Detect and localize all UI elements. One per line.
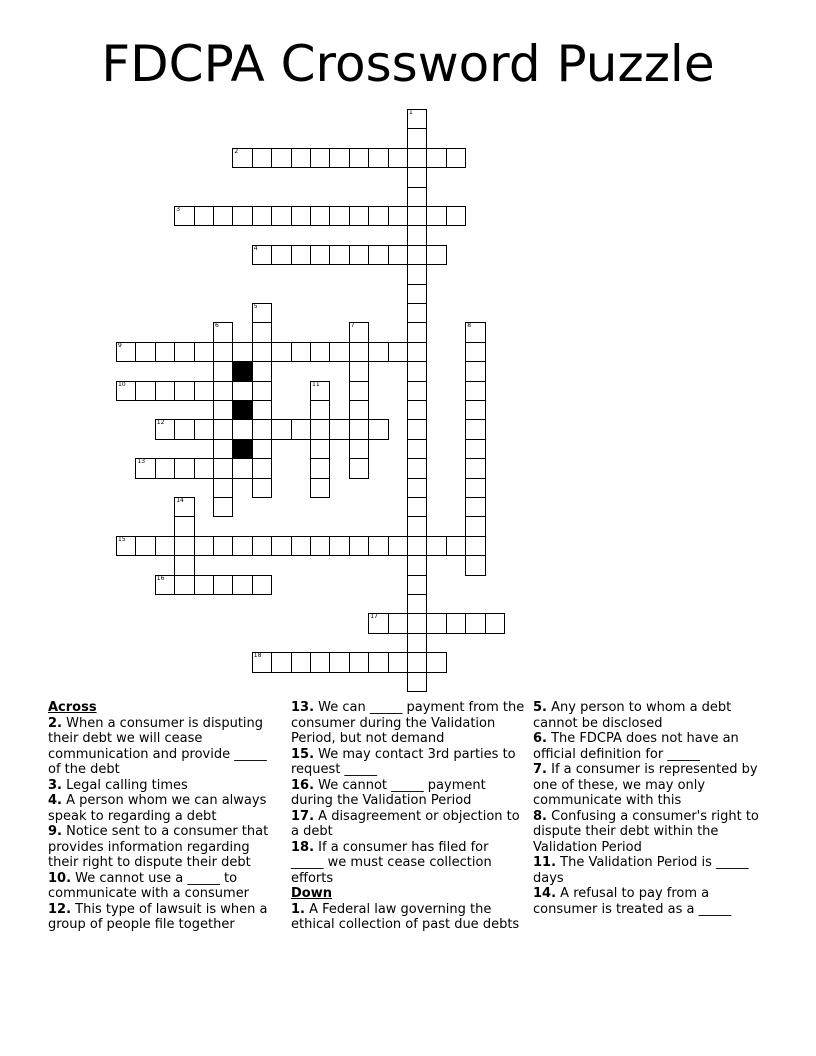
grid-cell[interactable] [174, 575, 194, 595]
clue-number-label: 2. [48, 715, 62, 731]
clue-text: If a consumer is represented by one of these, we may only communicate with this [533, 762, 758, 808]
grid-cell[interactable] [271, 419, 291, 439]
clue-text: Confusing a consumer's right to dispute their debt within the Validation Period [533, 808, 759, 855]
clue-text: The Validation Period is _____ days [533, 855, 749, 886]
grid-cell[interactable] [213, 419, 233, 439]
clue-number-label: 10. [48, 870, 72, 886]
clue-number: 7 [350, 322, 355, 330]
across-clue [291, 778, 525, 809]
down-header: Down [291, 886, 332, 901]
grid-cell[interactable] [407, 478, 427, 498]
grid-cell[interactable] [349, 439, 369, 459]
grid-cell[interactable] [465, 419, 485, 439]
grid-cell[interactable] [252, 458, 272, 478]
grid-cell[interactable] [155, 536, 175, 556]
grid-cell[interactable] [329, 419, 349, 439]
grid-cell[interactable] [213, 536, 233, 556]
grid-cell[interactable] [252, 419, 272, 439]
grid-cell[interactable] [349, 245, 369, 265]
grid-cell[interactable] [465, 361, 485, 381]
down-clue [533, 762, 773, 809]
grid-cell[interactable] [426, 148, 446, 168]
grid-cell[interactable] [368, 148, 388, 168]
grid-cell[interactable] [213, 381, 233, 401]
grid-cell[interactable] [407, 361, 427, 381]
grid-cell[interactable] [174, 458, 194, 478]
grid-cell[interactable] [349, 322, 369, 342]
grid-cell[interactable] [194, 206, 214, 226]
clue-number-label: 18. [291, 839, 315, 855]
clue-text: A person whom we can always speak to regarding a debt [48, 793, 267, 824]
grid-cell[interactable] [310, 206, 330, 226]
grid-cell[interactable] [407, 613, 427, 633]
down-clue-list-continued [533, 700, 773, 917]
grid-cell[interactable] [426, 245, 446, 265]
grid-cell[interactable] [213, 342, 233, 362]
clue-text: Notice sent to a consumer that provides information regarding their right to dispute their debt [48, 824, 269, 870]
grid-cell[interactable] [465, 613, 485, 633]
grid-cell[interactable] [388, 613, 408, 633]
grid-cell[interactable] [407, 381, 427, 401]
grid-cell[interactable] [465, 478, 485, 498]
clue-text: We may contact 3rd parties to request _____ [291, 746, 516, 777]
clue-number: 18 [253, 652, 262, 660]
grid-cell[interactable] [271, 342, 291, 362]
grid-cell[interactable] [329, 148, 349, 168]
across-clue [291, 809, 525, 840]
across-clue-list-continued [291, 700, 525, 886]
grid-cell[interactable] [232, 575, 252, 595]
grid-cell[interactable] [446, 613, 466, 633]
grid-cell[interactable] [252, 478, 272, 498]
grid-cell[interactable] [213, 497, 233, 517]
clues-column-1 [48, 700, 280, 933]
clue-text: Legal calling times [61, 777, 188, 793]
grid-cell[interactable] [252, 148, 272, 168]
grid-cell[interactable] [407, 594, 427, 614]
grid-cell[interactable] [349, 400, 369, 420]
grid-cell[interactable] [465, 516, 485, 536]
grid-cell[interactable] [252, 652, 272, 672]
clue-number: 6 [215, 322, 219, 330]
clue-number: 15 [118, 535, 126, 543]
clue-number-label: 13. [291, 700, 315, 715]
grid-cell[interactable] [174, 419, 194, 439]
grid-cell[interactable] [232, 342, 252, 362]
grid-cell[interactable] [426, 652, 446, 672]
grid-cell[interactable] [252, 303, 272, 323]
clue-number-label: 17. [291, 808, 315, 824]
grid-cell[interactable] [194, 575, 214, 595]
grid-cell[interactable] [271, 206, 291, 226]
clue-text: A refusal to pay from a consumer is treated as a _____ [533, 886, 732, 917]
grid-cell[interactable] [446, 536, 466, 556]
grid-cell[interactable] [310, 652, 330, 672]
grid-cell[interactable] [407, 167, 427, 187]
across-clue [48, 871, 280, 902]
grid-cell[interactable] [271, 148, 291, 168]
grid-cell[interactable] [174, 381, 194, 401]
clue-number-label: 7. [533, 762, 547, 777]
down-clue [291, 902, 525, 933]
across-clue [48, 793, 280, 824]
grid-cell[interactable] [252, 361, 272, 381]
clue-text: Any person to whom a debt cannot be disclosed [533, 700, 732, 731]
grid-cell[interactable] [155, 419, 175, 439]
clue-number: 13 [137, 458, 146, 466]
grid-cell[interactable] [291, 245, 311, 265]
grid-cell[interactable] [194, 342, 214, 362]
clue-number-label: 14. [533, 886, 557, 901]
clue-text: If a consumer has filed for _____ we must cease collection efforts [291, 839, 492, 886]
grid-cell[interactable] [407, 439, 427, 459]
grid-cell[interactable] [213, 439, 233, 459]
grid-cell[interactable] [407, 225, 427, 245]
grid-cell[interactable] [213, 575, 233, 595]
grid-cell[interactable] [407, 148, 427, 168]
grid-cell[interactable] [232, 206, 252, 226]
grid-cell[interactable] [252, 322, 272, 342]
grid-cell[interactable] [232, 458, 252, 478]
grid-cell[interactable] [329, 206, 349, 226]
grid-cell[interactable] [407, 458, 427, 478]
grid-cell[interactable] [485, 613, 505, 633]
down-clue [533, 700, 773, 731]
grid-cell[interactable] [155, 575, 175, 595]
clue-number-label: 9. [48, 824, 62, 839]
grid-cell[interactable] [407, 342, 427, 362]
grid-cell[interactable] [310, 342, 330, 362]
grid-cell[interactable] [291, 419, 311, 439]
clues-column-2 [291, 700, 525, 933]
across-clue [48, 716, 280, 778]
clue-text: The FDCPA does not have an official definition for _____ [533, 731, 739, 762]
grid-cell[interactable] [349, 342, 369, 362]
grid-cell[interactable] [271, 652, 291, 672]
grid-cell[interactable] [271, 245, 291, 265]
grid-cell[interactable] [310, 245, 330, 265]
grid-cell[interactable] [407, 633, 427, 653]
grid-cell[interactable] [388, 206, 408, 226]
across-clue [291, 700, 525, 747]
clue-number-label: 1. [291, 901, 305, 917]
grid-cell[interactable] [465, 458, 485, 478]
clue-number: 1 [409, 109, 413, 116]
grid-cell[interactable] [291, 206, 311, 226]
clue-number-label: 3. [48, 777, 62, 793]
clue-number-label: 6. [533, 731, 547, 746]
grid-cell[interactable] [291, 652, 311, 672]
grid-cell[interactable] [407, 187, 427, 207]
grid-cell[interactable] [174, 497, 194, 517]
grid-cell[interactable] [407, 536, 427, 556]
grid-cell[interactable] [446, 148, 466, 168]
grid-cell[interactable] [174, 342, 194, 362]
down-clue [533, 731, 773, 762]
grid-cell[interactable] [213, 361, 233, 381]
grid-cell[interactable] [116, 342, 136, 362]
grid-cell[interactable] [329, 342, 349, 362]
grid-cell[interactable] [465, 381, 485, 401]
grid-cell[interactable] [329, 536, 349, 556]
grid-cell[interactable] [465, 322, 485, 342]
grid-cell[interactable] [213, 322, 233, 342]
grid-cell[interactable] [407, 575, 427, 595]
grid-cell[interactable] [349, 536, 369, 556]
grid-cell[interactable] [155, 342, 175, 362]
grid-cell[interactable] [407, 419, 427, 439]
grid-cell[interactable] [252, 206, 272, 226]
grid-cell[interactable] [407, 652, 427, 672]
grid-cell[interactable] [349, 652, 369, 672]
grid-cell[interactable] [271, 536, 291, 556]
grid-cell[interactable] [407, 497, 427, 517]
grid-cell[interactable] [465, 497, 485, 517]
grid-cell[interactable] [368, 342, 388, 362]
grid-cell[interactable] [368, 245, 388, 265]
grid-cell[interactable] [135, 342, 155, 362]
grid-cell[interactable] [465, 555, 485, 575]
grid-cell[interactable] [446, 206, 466, 226]
clue-number-label: 5. [533, 700, 547, 715]
grid-cell[interactable] [407, 555, 427, 575]
grid-cell[interactable] [174, 206, 194, 226]
clue-text: This type of lawsuit is when a group of people file together [48, 901, 268, 932]
grid-cell[interactable] [232, 536, 252, 556]
grid-cell[interactable] [213, 206, 233, 226]
grid-cell[interactable] [368, 652, 388, 672]
clue-text: We cannot _____ payment during the Validation Period [291, 777, 486, 808]
grid-cell[interactable] [349, 361, 369, 381]
grid-cell[interactable] [407, 264, 427, 284]
grid-cell[interactable] [232, 419, 252, 439]
grid-cell[interactable] [174, 555, 194, 575]
clue-number: 9 [118, 341, 122, 349]
clue-number-label: 11. [533, 855, 557, 870]
grid-cell[interactable] [388, 148, 408, 168]
grid-cell[interactable] [213, 458, 233, 478]
grid-cell[interactable] [310, 439, 330, 459]
grid-cell[interactable] [349, 206, 369, 226]
across-clue [48, 824, 280, 871]
down-clue [533, 855, 773, 886]
grid-cell[interactable] [349, 419, 369, 439]
grid-cell[interactable] [232, 148, 252, 168]
grid-cell[interactable] [252, 381, 272, 401]
grid-cell[interactable] [155, 458, 175, 478]
grid-cell[interactable] [388, 536, 408, 556]
grid-cell[interactable] [194, 419, 214, 439]
grid-cell[interactable] [252, 439, 272, 459]
grid-cell[interactable] [252, 245, 272, 265]
grid-cell[interactable] [213, 400, 233, 420]
grid-cell[interactable] [252, 575, 272, 595]
across-clue [48, 902, 280, 933]
down-clue [533, 886, 773, 917]
grid-cell[interactable] [465, 536, 485, 556]
clue-number: 4 [253, 244, 258, 252]
across-clue [291, 840, 525, 887]
clues-column-3 [533, 700, 773, 917]
grid-cell[interactable] [368, 206, 388, 226]
grid-black-cell [232, 361, 252, 381]
grid-cell[interactable] [407, 284, 427, 304]
clue-number: 16 [156, 574, 165, 582]
grid-cell[interactable] [426, 613, 446, 633]
grid-cell[interactable] [174, 536, 194, 556]
down-clue-list [291, 902, 525, 933]
puzzle-title: FDCPA Crossword Puzzle [101, 35, 715, 93]
grid-cell[interactable] [252, 400, 272, 420]
grid-cell[interactable] [329, 245, 349, 265]
clue-number-label: 15. [291, 746, 315, 762]
clue-number: 5 [253, 303, 258, 310]
grid-cell[interactable] [310, 458, 330, 478]
grid-cell[interactable] [388, 245, 408, 265]
grid-cell[interactable] [407, 128, 427, 148]
across-header: Across [48, 700, 97, 715]
grid-cell[interactable] [310, 419, 330, 439]
grid-cell[interactable] [310, 381, 330, 401]
grid-cell[interactable] [349, 381, 369, 401]
clue-text: A Federal law governing the ethical collection of past due debts [291, 901, 520, 932]
grid-cell[interactable] [291, 148, 311, 168]
across-clue [48, 778, 280, 794]
grid-cell[interactable] [465, 439, 485, 459]
grid-cell[interactable] [368, 419, 388, 439]
grid-cell[interactable] [465, 342, 485, 362]
grid-cell[interactable] [291, 342, 311, 362]
grid-cell[interactable] [213, 478, 233, 498]
clue-number: 8 [467, 322, 472, 330]
grid-cell[interactable] [116, 381, 136, 401]
grid-cell[interactable] [407, 672, 427, 692]
across-clue [291, 747, 525, 778]
grid-cell[interactable] [368, 613, 388, 633]
grid-cell[interactable] [252, 536, 272, 556]
clue-number-label: 12. [48, 901, 72, 917]
clue-number-label: 4. [48, 793, 62, 808]
grid-cell[interactable] [368, 536, 388, 556]
grid-cell[interactable] [426, 206, 446, 226]
clue-text: When a consumer is disputing their debt we will cease communication and provide _____ of the debt [48, 715, 267, 777]
grid-cell[interactable] [388, 652, 408, 672]
grid-cell[interactable] [388, 342, 408, 362]
grid-black-cell [232, 439, 252, 459]
clue-text: A disagreement or objection to a debt [291, 808, 520, 839]
grid-cell[interactable] [407, 303, 427, 323]
grid-cell[interactable] [310, 148, 330, 168]
grid-black-cell [232, 400, 252, 420]
clue-number: 17 [370, 613, 378, 621]
clue-text: We cannot use a _____ to communicate with a consumer [48, 870, 250, 901]
grid-cell[interactable] [135, 536, 155, 556]
clue-number: 2 [234, 147, 239, 155]
grid-cell[interactable] [194, 381, 214, 401]
grid-cell[interactable] [407, 322, 427, 342]
grid-cell[interactable] [349, 148, 369, 168]
clue-number: 14 [176, 497, 184, 504]
clue-number: 11 [312, 380, 320, 388]
clue-number: 3 [176, 206, 181, 213]
grid-cell[interactable] [116, 536, 136, 556]
clue-number-label: 8. [533, 808, 547, 824]
grid-cell[interactable] [194, 458, 214, 478]
grid-cell[interactable] [155, 381, 175, 401]
grid-cell[interactable] [310, 400, 330, 420]
grid-cell[interactable] [310, 536, 330, 556]
grid-cell[interactable] [407, 206, 427, 226]
down-clue [533, 809, 773, 856]
grid-cell[interactable] [135, 458, 155, 478]
grid-cell[interactable] [291, 536, 311, 556]
across-clue-list [48, 716, 280, 933]
grid-cell[interactable] [407, 245, 427, 265]
grid-cell[interactable] [174, 516, 194, 536]
grid-cell[interactable] [407, 109, 427, 129]
grid-cell[interactable] [194, 536, 214, 556]
grid-cell[interactable] [310, 478, 330, 498]
grid-cell[interactable] [407, 400, 427, 420]
grid-cell[interactable] [407, 516, 427, 536]
grid-cell[interactable] [135, 381, 155, 401]
grid-cell[interactable] [465, 400, 485, 420]
grid-cell[interactable] [252, 342, 272, 362]
clue-number-label: 16. [291, 777, 315, 793]
grid-cell[interactable] [349, 458, 369, 478]
clue-text: We can _____ payment from the consumer during the Validation Period, but not demand [291, 700, 525, 746]
clue-number: 10 [118, 380, 126, 388]
grid-cell[interactable] [426, 536, 446, 556]
clue-number: 12 [156, 419, 165, 427]
grid-cell[interactable] [329, 652, 349, 672]
